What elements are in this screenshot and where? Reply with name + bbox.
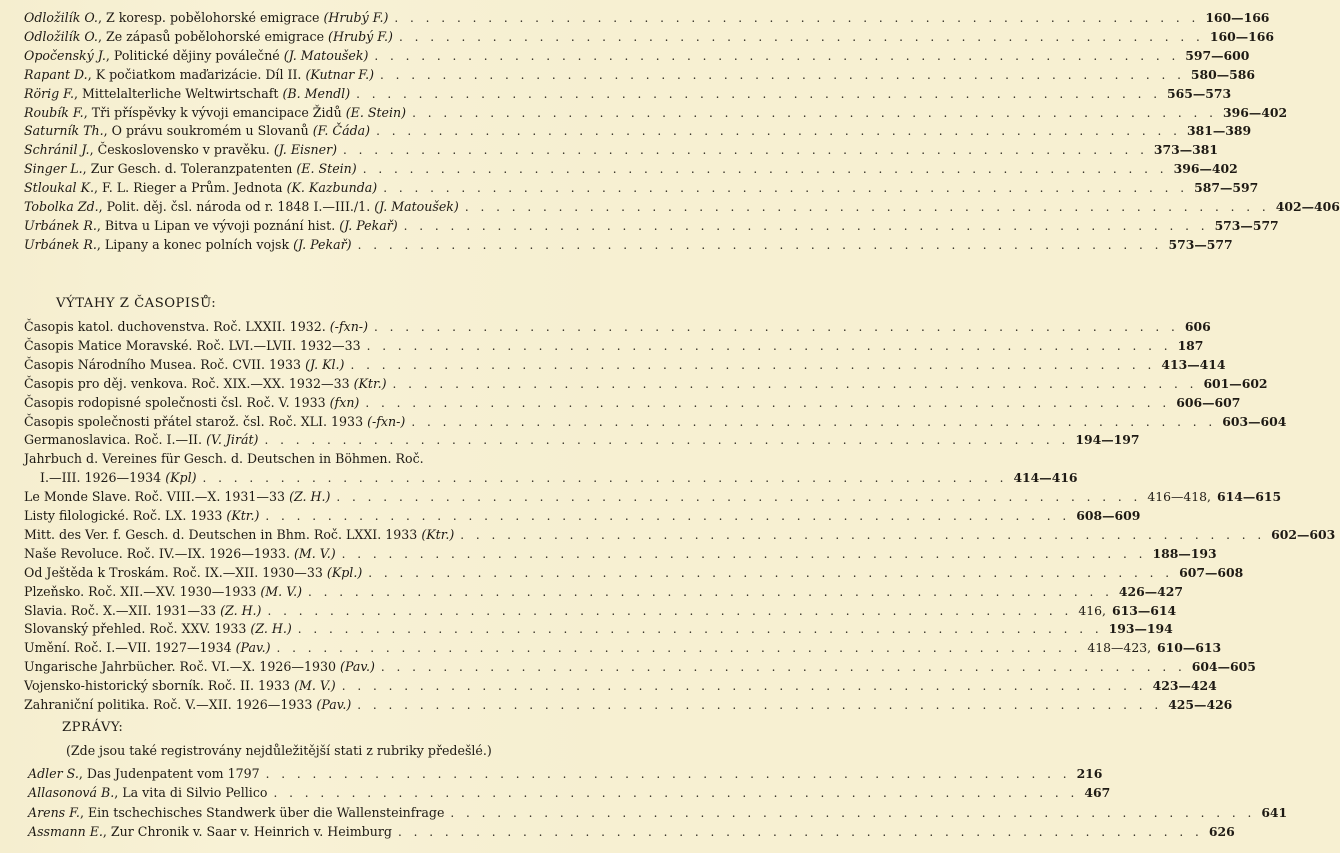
journal-pages <box>1271 526 1335 544</box>
review-text: Rörig F., Mittelalterliche Weltwirtschaft (B. Mendl) <box>24 85 351 101</box>
report-text: Arens F., Ein tschechisches Standwerk über die Wallensteinfrage <box>28 804 445 820</box>
journal-reviewer: (-fxn-) <box>329 319 368 334</box>
journal-pages-main: 425—426 <box>1168 697 1233 712</box>
journal-pages-main: 608—609 <box>1076 508 1141 523</box>
journal-pages <box>1222 413 1286 431</box>
journal-title: I.—III. 1926—1934 <box>40 470 162 486</box>
journal-text <box>24 583 302 601</box>
review-text: Roubík F., Tři příspěvky k vývoji emancipace Židů (E. Stein) <box>24 104 407 120</box>
review-author: Odložilík O. <box>24 28 98 44</box>
journal-reviewer: (Ktr.) <box>421 526 455 542</box>
review-text: Urbánek R., Bitva u Lipan ve vývoji poznání hist. (J. Pekař) <box>24 217 398 233</box>
review-pages: 396—402 <box>1222 104 1288 120</box>
journal-text <box>24 356 344 374</box>
journal-pages <box>1168 696 1232 714</box>
journal-pages <box>1153 677 1217 695</box>
review-title: Zur Gesch. d. Toleranzpatenten <box>90 161 293 177</box>
journal-pages <box>1185 318 1211 336</box>
review-pages: 381—389 <box>1186 123 1252 139</box>
review-author: Rapant D. <box>24 66 88 82</box>
review-title: Československo v pravěku. <box>97 142 270 158</box>
journal-pages-main: 606—607 <box>1176 394 1241 410</box>
review-entry <box>24 66 1256 84</box>
journal-entry <box>24 469 1078 487</box>
section-note-reports: (Zde jsou také registrovány nejdůležitější stati z rubriky předešlé.) <box>66 743 492 758</box>
dot-leader: . . . . . . . . . . . . . . . . . . . . . . . . . . . . . . . . . . . . . . . . . . . . . . . . . . . . <box>366 338 1172 353</box>
review-text: Tobolka Zd., Polit. děj. čsl. národa od r. 1848 I.—III./1. (J. Matoušek) <box>24 199 459 214</box>
journal-text <box>24 394 359 412</box>
journal-title: Slovanský přehled. Roč. XXV. 1933 <box>24 621 247 637</box>
journal-reviewer: (M. V.) <box>294 678 336 694</box>
journal-title: Vojensko-historický sborník. Roč. II. 1933 <box>24 678 291 694</box>
dot-leader: . . . . . . . . . . . . . . . . . . . . . . . . . . . . . . . . . . . . . . . . . . . . . . . . . . . . <box>341 679 1147 694</box>
dot-leader: . . . . . . . . . . . . . . . . . . . . . . . . . . . . . . . . . . . . . . . . . . . . . . . . . . . . <box>397 825 1203 840</box>
report-author: Arens F. <box>28 804 80 820</box>
report-entry <box>28 804 1288 822</box>
dot-leader: . . . . . . . . . . . . . . . . . . . . . . . . . . . . . . . . . . . . . . . . . . . . . . . . . . . . <box>368 565 1174 580</box>
journal-reviewer: (Ktr.) <box>353 375 387 391</box>
journal-text <box>24 696 351 714</box>
review-author: Stloukal K. <box>24 180 94 196</box>
journal-text <box>24 375 387 393</box>
journal-pages <box>1076 507 1140 525</box>
review-entry <box>24 198 1340 216</box>
review-text: Saturník Th., O právu soukromém u Slovanů (F. Čáda) <box>24 123 371 139</box>
review-reviewer: (F. Čáda) <box>312 123 371 139</box>
review-reviewer: (Kutnar F.) <box>305 66 375 82</box>
journal-pages <box>1176 394 1240 412</box>
review-author: Urbánek R. <box>24 236 97 252</box>
dot-leader: . . . . . . . . . . . . . . . . . . . . . . . . . . . . . . . . . . . . . . . . . . . . . . . . . . . . <box>373 320 1179 334</box>
journal-text <box>24 431 258 449</box>
journal-pages <box>1147 488 1281 506</box>
dot-leader: . . . . . . . . . . . . . . . . . . . . . . . . . . . . . . . . . . . . . . . . . . . . . . . . . . . . <box>357 237 1163 252</box>
journal-entry <box>24 639 1222 657</box>
dot-leader: . . . . . . . . . . . . . . . . . . . . . . . . . . . . . . . . . . . . . . . . . . . . . . . . . . . . <box>374 48 1180 63</box>
journal-entry <box>24 602 1177 620</box>
journal-text <box>24 620 292 638</box>
journal-entry <box>24 394 1241 412</box>
dot-leader: . . . . . . . . . . . . . . . . . . . . . . . . . . . . . . . . . . . . . . . . . . . . . . . . . . . . <box>376 124 1181 139</box>
review-entry <box>24 217 1279 235</box>
journal-pages <box>1013 469 1077 487</box>
review-entry <box>24 47 1250 65</box>
dot-leader: . . . . . . . . . . . . . . . . . . . . . . . . . . . . . . . . . . . . . . . . . . . . . . . . . . . . <box>412 105 1217 120</box>
report-title: Zur Chronik v. Saar v. Heinrich v. Heimburg <box>110 824 392 840</box>
journal-entry <box>24 488 1282 506</box>
dot-leader: . . . . . . . . . . . . . . . . . . . . . . . . . . . . . . . . . . . . . . . . . . . . . . . . . . . . <box>276 641 1082 656</box>
review-reviewer: (E. Stein) <box>296 161 357 177</box>
dot-leader: . . . . . . . . . . . . . . . . . . . . . . . . . . . . . . . . . . . . . . . . . . . . . . . . . . . . <box>450 805 1256 820</box>
review-entry <box>24 28 1274 46</box>
report-text: Assmann E., Zur Chronik v. Saar v. Heinrich v. Heimburg <box>28 824 392 840</box>
journal-pages-extra: 416—418, <box>1147 489 1211 505</box>
review-entry <box>24 104 1288 122</box>
journal-title: Jahrbuch d. Vereines für Gesch. d. Deutschen in Böhmen. Roč. <box>24 451 424 467</box>
review-title: Z koresp. pobělohorské emigrace <box>105 10 320 25</box>
report-title: Ein tschechisches Standwerk über die Wallensteinfrage <box>87 804 445 820</box>
dot-leader: . . . . . . . . . . . . . . . . . . . . . . . . . . . . . . . . . . . . . . . . . . . . . . . . . . . . <box>460 527 1266 542</box>
dot-leader: . . . . . . . . . . . . . . . . . . . . . . . . . . . . . . . . . . . . . . . . . . . . . . . . . . . . <box>365 395 1171 410</box>
review-pages: 160—166 <box>1205 10 1270 25</box>
review-pages: 580—586 <box>1190 66 1256 82</box>
journal-entry <box>24 450 580 468</box>
report-author: Assmann E. <box>28 824 103 840</box>
journal-entry <box>24 356 1226 374</box>
journal-text <box>24 488 330 506</box>
review-author: Singer L. <box>24 161 83 177</box>
journal-text <box>24 639 271 657</box>
journal-reviewer: (Ktr.) <box>226 508 260 523</box>
review-entry <box>24 236 1233 254</box>
journal-reviewer: (J. Kl.) <box>305 356 345 372</box>
review-entry <box>24 141 1219 159</box>
journal-text <box>24 602 261 620</box>
report-pages: 467 <box>1084 785 1111 801</box>
journal-reviewer: (fxn) <box>329 394 360 410</box>
journal-title: Časopis Matice Moravské. Roč. LVI.—LVII. 1932—33 <box>24 337 361 353</box>
journal-reviewer: (M. V.) <box>293 545 336 561</box>
dot-leader: . . . . . . . . . . . . . . . . . . . . . . . . . . . . . . . . . . . . . . . . . . . . . . . . . . . . <box>383 181 1189 196</box>
journal-entry <box>24 431 1140 449</box>
journal-pages-main: 604—605 <box>1191 659 1256 675</box>
dot-leader: . . . . . . . . . . . . . . . . . . . . . . . . . . . . . . . . . . . . . . . . . . . . . . . . . . . . <box>273 786 1079 801</box>
journal-entry <box>24 620 1173 638</box>
review-reviewer: (Hrubý F.) <box>328 28 393 44</box>
journal-reviewer: (Pav.) <box>340 659 375 675</box>
review-text: Singer L., Zur Gesch. d. Toleranzpatenten (E. Stein) <box>24 161 357 177</box>
journal-title: Časopis pro děj. venkova. Roč. XIX.—XX. 1932—33 <box>24 375 350 391</box>
review-text: Stloukal K., F. L. Rieger a Prům. Jednota (K. Kazbunda) <box>24 180 378 196</box>
journal-pages-main: 607—608 <box>1179 564 1244 580</box>
journal-title: Slavia. Roč. X.—XII. 1931—33 <box>24 602 217 618</box>
journal-reviewer: (M. V.) <box>260 583 302 599</box>
journal-reviewer: (V. Jirát) <box>206 432 259 448</box>
review-reviewer: (J. Pekař) <box>293 236 352 252</box>
report-pages: 626 <box>1208 824 1235 840</box>
review-title: Bitva u Lipan ve vývoji poznání hist. <box>104 217 336 233</box>
review-author: Rörig F. <box>24 85 74 101</box>
journal-pages-main: 188—193 <box>1152 545 1217 561</box>
section-heading-journals: VÝTAHY Z ČASOPISŮ: <box>56 296 217 311</box>
report-author: Allasonová B. <box>28 785 115 801</box>
review-reviewer: (J. Eisner) <box>273 142 337 158</box>
review-author: Opočenský J. <box>24 47 106 63</box>
journal-entry <box>24 677 1217 695</box>
review-entry <box>24 179 1259 197</box>
review-pages: 573—577 <box>1168 236 1233 252</box>
dot-leader: . . . . . . . . . . . . . . . . . . . . . . . . . . . . . . . . . . . . . . . . . . . . . . . . . . . . <box>350 357 1156 372</box>
report-text: Allasonová B., La vita di Silvio Pellico <box>28 785 268 801</box>
journal-entry <box>24 318 1211 336</box>
journal-entry <box>24 564 1244 582</box>
report-entry <box>28 765 1103 783</box>
review-entry <box>24 122 1252 140</box>
dot-leader: . . . . . . . . . . . . . . . . . . . . . . . . . . . . . . . . . . . . . . . . . . . . . . . . . . . . <box>403 218 1209 233</box>
review-text: Odložilík O., Z koresp. pobělohorské emigrace (Hrubý F.) <box>24 10 389 25</box>
journal-entry <box>24 545 1217 563</box>
journal-text <box>24 337 361 355</box>
journal-pages-main: 602—603 <box>1271 526 1336 542</box>
review-title: Mittelalterliche Weltwirtschaft <box>81 85 279 101</box>
journal-title: Od Ještěda k Troskám. Roč. IX.—XII. 1930—33 <box>24 564 323 580</box>
journal-reviewer: (Kpl.) <box>326 564 363 580</box>
dot-leader: . . . . . . . . . . . . . . . . . . . . . . . . . . . . . . . . . . . . . . . . . . . . . . . . . . . . <box>380 660 1186 675</box>
journal-pages <box>1179 564 1243 582</box>
dot-leader: . . . . . . . . . . . . . . . . . . . . . . . . . . . . . . . . . . . . . . . . . . . . . . . . . . . . <box>265 509 1071 523</box>
dot-leader: . . . . . . . . . . . . . . . . . . . . . . . . . . . . . . . . . . . . . . . . . . . . . . . . . . . . <box>411 414 1217 429</box>
journal-reviewer: (Z. H.) <box>220 602 262 618</box>
review-reviewer: (E. Stein) <box>345 104 407 120</box>
journal-reviewer: (Kpl) <box>165 470 197 486</box>
report-text: Adler S., Das Judenpatent vom 1797 <box>28 766 260 781</box>
journal-pages-extra: 416, <box>1078 602 1106 618</box>
review-reviewer: (J. Matoušek) <box>283 47 369 63</box>
report-author: Adler S. <box>28 766 79 781</box>
journal-pages-main: 194—197 <box>1075 432 1140 448</box>
journal-pages <box>1119 583 1183 601</box>
dot-leader: . . . . . . . . . . . . . . . . . . . . . . . . . . . . . . . . . . . . . . . . . . . . . . . . . . . . <box>341 546 1147 561</box>
journal-pages-main: 614—615 <box>1216 489 1282 505</box>
journal-entry <box>24 337 1204 355</box>
dot-leader: . . . . . . . . . . . . . . . . . . . . . . . . . . . . . . . . . . . . . . . . . . . . . . . . . . . . <box>202 471 1008 486</box>
journal-text <box>24 450 424 468</box>
review-entry <box>24 9 1270 27</box>
journal-title: Germanoslavica. Roč. I.—II. <box>24 432 203 448</box>
review-author: Saturník Th. <box>24 123 104 139</box>
review-title: Tři příspěvky k vývoji emancipace Židů <box>91 104 342 120</box>
journal-pages-main: 606 <box>1184 319 1211 334</box>
review-author: Schránil J. <box>24 142 90 158</box>
journal-pages <box>1161 356 1225 374</box>
report-entry <box>28 784 1111 802</box>
dot-leader: . . . . . . . . . . . . . . . . . . . . . . . . . . . . . . . . . . . . . . . . . . . . . . . . . . . . <box>398 29 1204 44</box>
dot-leader: . . . . . . . . . . . . . . . . . . . . . . . . . . . . . . . . . . . . . . . . . . . . . . . . . . . . <box>362 162 1168 177</box>
review-pages: 565—573 <box>1167 85 1232 101</box>
journal-reviewer: (Pav.) <box>235 640 271 656</box>
journal-text <box>24 413 405 431</box>
journal-reviewer: (Z. H.) <box>250 621 292 637</box>
review-title: Politické dějiny poválečné <box>113 47 280 63</box>
report-title: La vita di Silvio Pellico <box>122 785 268 801</box>
journal-pages-main: 426—427 <box>1118 583 1184 599</box>
journal-title: Listy filologické. Roč. LX. 1933 <box>24 508 223 523</box>
review-title: O právu soukromém u Slovanů <box>111 123 309 139</box>
dot-leader: . . . . . . . . . . . . . . . . . . . . . . . . . . . . . . . . . . . . . . . . . . . . . . . . . . . . <box>464 200 1270 214</box>
journal-pages-main: 613—614 <box>1111 602 1177 618</box>
journal-title: Časopis katol. duchovenstva. Roč. LXXII. 1932. <box>24 319 326 334</box>
report-pages: 641 <box>1261 804 1288 820</box>
journal-title: Le Monde Slave. Roč. VIII.—X. 1931—33 <box>24 489 286 505</box>
journal-title: Ungarische Jahrbücher. Roč. VI.—X. 1926—1930 <box>24 659 337 675</box>
journal-entry <box>24 507 1141 525</box>
journal-title: Mitt. des Ver. f. Gesch. d. Deutschen in Bhm. Roč. LXXI. 1933 <box>24 526 418 542</box>
dot-leader: . . . . . . . . . . . . . . . . . . . . . . . . . . . . . . . . . . . . . . . . . . . . . . . . . . . . <box>336 490 1142 505</box>
review-text: Opočenský J., Politické dějiny poválečné (J. Matoušek) <box>24 47 369 63</box>
journal-pages <box>1153 545 1217 563</box>
journal-title: Časopis Národního Musea. Roč. CVII. 1933 <box>24 356 302 372</box>
dot-leader: . . . . . . . . . . . . . . . . . . . . . . . . . . . . . . . . . . . . . . . . . . . . . . . . . . . . <box>343 143 1148 158</box>
review-entry <box>24 160 1238 178</box>
review-entry <box>24 85 1232 103</box>
review-text: Rapant D., K počiatkom maďarizácie. Díl II. (Kutnar F.) <box>24 66 375 82</box>
journal-pages <box>1087 639 1221 657</box>
review-author: Tobolka Zd. <box>24 199 99 214</box>
journal-pages-main: 187 <box>1177 337 1204 353</box>
journal-text <box>24 318 368 336</box>
review-author: Roubík F. <box>24 104 84 120</box>
report-pages: 216 <box>1076 766 1103 781</box>
review-title: K počiatkom maďarizácie. Díl II. <box>95 66 302 82</box>
journal-pages-main: 603—604 <box>1222 413 1287 429</box>
dot-leader: . . . . . . . . . . . . . . . . . . . . . . . . . . . . . . . . . . . . . . . . . . . . . . . . . . . . <box>394 11 1200 25</box>
journal-reviewer: (-fxn-) <box>367 413 406 429</box>
dot-leader: . . . . . . . . . . . . . . . . . . . . . . . . . . . . . . . . . . . . . . . . . . . . . . . . . . . . <box>264 433 1070 448</box>
dot-leader: . . . . . . . . . . . . . . . . . . . . . . . . . . . . . . . . . . . . . . . . . . . . . . . . . . . . <box>265 767 1071 781</box>
review-pages: 573—577 <box>1214 217 1279 233</box>
review-text: Urbánek R., Lipany a konec polních vojsk (J. Pekař) <box>24 236 352 252</box>
dot-leader: . . . . . . . . . . . . . . . . . . . . . . . . . . . . . . . . . . . . . . . . . . . . . . . . . . . . <box>297 622 1103 637</box>
journal-title: Časopis společnosti přátel starož. čsl. Roč. XLI. 1933 <box>24 413 364 429</box>
journal-entry <box>24 413 1287 431</box>
review-title: F. L. Rieger a Prům. Jednota <box>102 180 283 196</box>
review-reviewer: (K. Kazbunda) <box>286 180 378 196</box>
review-pages: 587—597 <box>1194 180 1259 196</box>
review-title: Ze zápasů pobělohorské emigrace <box>105 28 325 44</box>
journal-title: Zahraniční politika. Roč. V.—XII. 1926—1933 <box>24 697 313 712</box>
dot-leader: . . . . . . . . . . . . . . . . . . . . . . . . . . . . . . . . . . . . . . . . . . . . . . . . . . . . <box>267 603 1073 618</box>
journal-pages <box>1203 375 1267 393</box>
journal-text <box>24 677 336 695</box>
review-author: Urbánek R. <box>24 217 97 233</box>
journal-pages-main: 610—613 <box>1157 640 1222 656</box>
journal-text <box>24 526 454 544</box>
journal-pages-main: 413—414 <box>1161 356 1226 372</box>
journal-pages-extra: 418—423, <box>1087 640 1152 656</box>
dot-leader: . . . . . . . . . . . . . . . . . . . . . . . . . . . . . . . . . . . . . . . . . . . . . . . . . . . . <box>357 698 1163 712</box>
section-heading-reports: ZPRÁVY: <box>62 720 124 735</box>
journal-pages-main: 601—602 <box>1203 375 1268 391</box>
journal-title: Časopis rodopisné společnosti čsl. Roč. V. 1933 <box>24 394 326 410</box>
report-title: Das Judenpatent vom 1797 <box>86 766 260 781</box>
journal-pages-main: 193—194 <box>1108 621 1173 637</box>
journal-text <box>24 545 336 563</box>
journal-text <box>24 564 362 582</box>
journal-title: Plzeňsko. Roč. XII.—XV. 1930—1933 <box>24 583 257 599</box>
review-reviewer: (B. Mendl) <box>282 85 351 101</box>
journal-entry <box>24 526 1336 544</box>
review-pages: 402—406 <box>1275 199 1340 214</box>
report-entry <box>28 823 1235 841</box>
journal-text <box>24 658 375 676</box>
review-title: Lipany a konec polních vojsk <box>104 236 290 252</box>
review-reviewer: (J. Matoušek) <box>374 199 459 214</box>
review-title: Polit. děj. čsl. národa od r. 1848 I.—III./1. <box>106 199 371 214</box>
journal-pages <box>1109 620 1173 638</box>
journal-pages <box>1075 431 1139 449</box>
review-reviewer: (J. Pekař) <box>339 217 398 233</box>
journal-reviewer: (Pav.) <box>316 697 352 712</box>
dot-leader: . . . . . . . . . . . . . . . . . . . . . . . . . . . . . . . . . . . . . . . . . . . . . . . . . . . . <box>308 584 1113 599</box>
journal-pages <box>1078 602 1176 620</box>
review-text: Odložilík O., Ze zápasů pobělohorské emigrace (Hrubý F.) <box>24 28 393 44</box>
journal-entry <box>24 583 1184 601</box>
review-text: Schránil J., Československo v pravěku. (J. Eisner) <box>24 142 337 158</box>
dot-leader: . . . . . . . . . . . . . . . . . . . . . . . . . . . . . . . . . . . . . . . . . . . . . . . . . . . . <box>392 376 1198 391</box>
review-author: Odložilík O. <box>24 10 98 25</box>
journal-entry <box>24 375 1268 393</box>
review-pages: 396—402 <box>1173 161 1238 177</box>
journal-reviewer: (Z. H.) <box>289 489 331 505</box>
dot-leader: . . . . . . . . . . . . . . . . . . . . . . . . . . . . . . . . . . . . . . . . . . . . . . . . . . . . <box>380 67 1185 82</box>
journal-pages-main: 414—416 <box>1013 470 1078 486</box>
journal-title: Naše Revoluce. Roč. IV.—IX. 1926—1933. <box>24 545 290 561</box>
journal-pages-main: 423—424 <box>1152 678 1217 694</box>
journal-entry <box>24 696 1233 714</box>
journal-text <box>24 507 259 525</box>
review-pages: 597—600 <box>1185 47 1250 63</box>
journal-entry <box>24 658 1256 676</box>
journal-pages <box>1192 658 1256 676</box>
journal-pages <box>1178 337 1204 355</box>
review-pages: 373—381 <box>1153 142 1219 158</box>
review-reviewer: (Hrubý F.) <box>323 10 389 25</box>
journal-title: Umění. Roč. I.—VII. 1927—1934 <box>24 640 232 656</box>
review-pages: 160—166 <box>1209 28 1274 44</box>
dot-leader: . . . . . . . . . . . . . . . . . . . . . . . . . . . . . . . . . . . . . . . . . . . . . . . . . . . . <box>356 86 1162 101</box>
journal-text <box>24 469 197 487</box>
